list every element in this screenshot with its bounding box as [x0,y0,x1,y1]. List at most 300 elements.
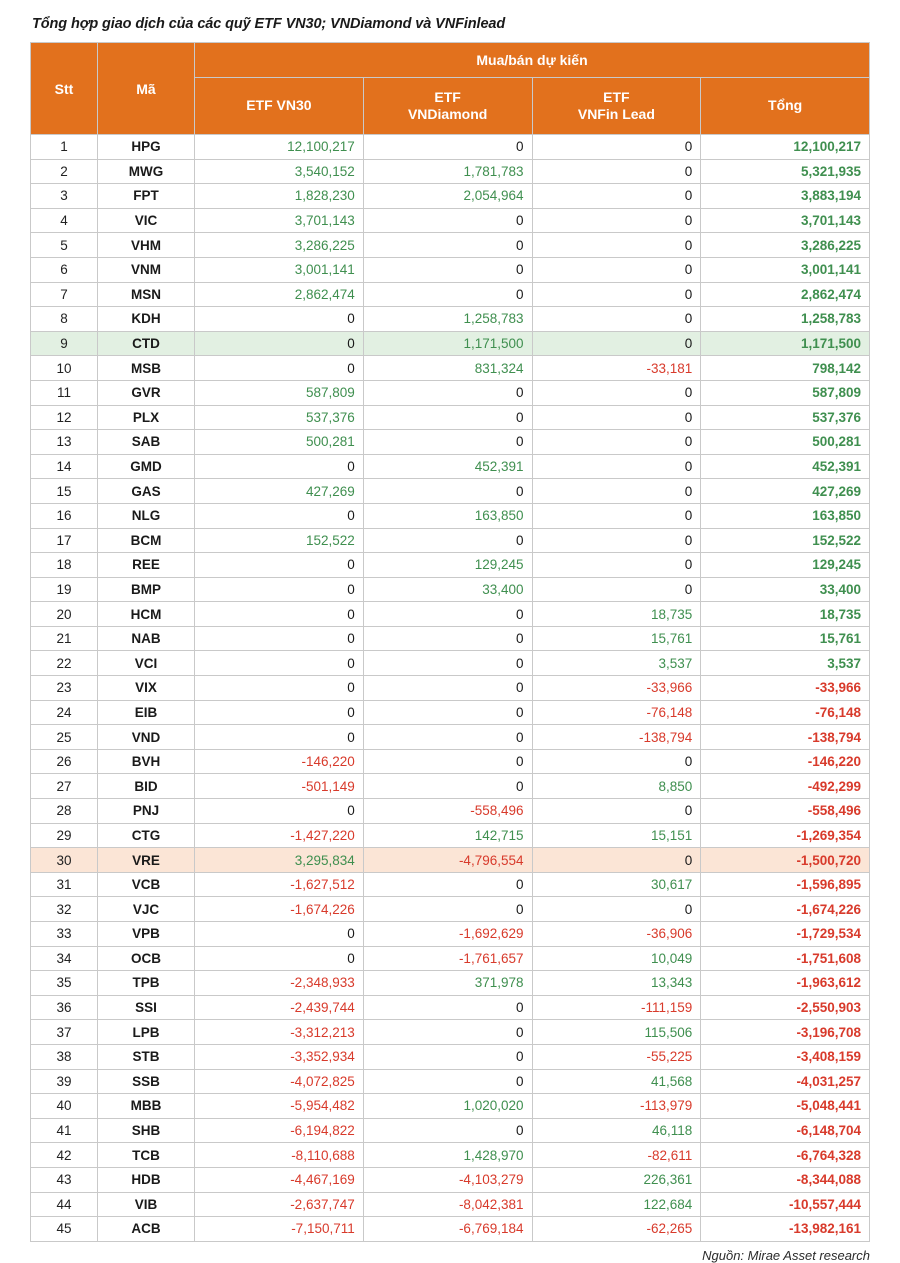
cell-total: 587,809 [701,380,870,405]
cell-etf-vn30: 1,828,230 [195,184,364,209]
cell-etf-vndiamond: 0 [363,995,532,1020]
cell-total: 3,537 [701,651,870,676]
cell-total: 1,258,783 [701,307,870,332]
cell-etf-vn30: 3,701,143 [195,208,364,233]
table-row [31,1044,870,1069]
cell-ticker: VCB [98,872,195,897]
cell-etf-vn30: 0 [195,626,364,651]
cell-ticker: NAB [98,626,195,651]
cell-stt: 38 [31,1044,98,1069]
cell-total: 163,850 [701,503,870,528]
cell-etf-vnfinlead: -111,159 [532,995,701,1020]
cell-stt: 33 [31,922,98,947]
cell-etf-vnfinlead: 18,735 [532,602,701,627]
header-etf-vnfinlead-line1: ETF [603,88,630,105]
cell-ticker: VIB [98,1192,195,1217]
table-row [31,823,870,848]
cell-etf-vn30: -5,954,482 [195,1094,364,1119]
cell-ticker: SSI [98,995,195,1020]
cell-stt: 5 [31,233,98,258]
cell-etf-vnfinlead: 226,361 [532,1167,701,1192]
table-row [31,725,870,750]
cell-total: 3,001,141 [701,257,870,282]
cell-ticker: PNJ [98,799,195,824]
cell-stt: 45 [31,1217,98,1242]
cell-etf-vnfinlead: 8,850 [532,774,701,799]
table-row [31,1167,870,1192]
table-row [31,1217,870,1242]
cell-etf-vnfinlead: 122,684 [532,1192,701,1217]
cell-etf-vndiamond: 0 [363,405,532,430]
cell-total: -1,751,608 [701,946,870,971]
cell-etf-vn30: 0 [195,676,364,701]
cell-etf-vndiamond: 0 [363,1118,532,1143]
cell-etf-vnfinlead: 0 [532,503,701,528]
table-row [31,1069,870,1094]
table-row [31,208,870,233]
cell-etf-vndiamond: 0 [363,897,532,922]
cell-ticker: GAS [98,479,195,504]
cell-etf-vn30: 0 [195,651,364,676]
cell-etf-vnfinlead: 0 [532,184,701,209]
table-row [31,454,870,479]
cell-ticker: TPB [98,971,195,996]
cell-total: 33,400 [701,577,870,602]
cell-etf-vnfinlead: -62,265 [532,1217,701,1242]
cell-etf-vndiamond: -1,692,629 [363,922,532,947]
cell-etf-vndiamond: 1,428,970 [363,1143,532,1168]
cell-etf-vnfinlead: -33,181 [532,356,701,381]
cell-stt: 27 [31,774,98,799]
cell-total: 15,761 [701,626,870,651]
cell-ticker: NLG [98,503,195,528]
cell-stt: 22 [31,651,98,676]
cell-etf-vnfinlead: 0 [532,257,701,282]
cell-etf-vn30: 0 [195,503,364,528]
table-row [31,257,870,282]
cell-etf-vn30: 0 [195,331,364,356]
cell-etf-vn30: 0 [195,577,364,602]
table-body [31,135,870,1242]
cell-ticker: BVH [98,749,195,774]
cell-etf-vn30: -3,352,934 [195,1044,364,1069]
cell-stt: 6 [31,257,98,282]
cell-stt: 35 [31,971,98,996]
cell-stt: 13 [31,430,98,455]
header-etf-vndiamond-line1: ETF [434,88,461,105]
table-row [31,577,870,602]
cell-etf-vn30: 0 [195,602,364,627]
header-etf-vnfinlead-line2: VNFin Lead [577,106,655,122]
cell-etf-vnfinlead: -82,611 [532,1143,701,1168]
cell-total: -146,220 [701,749,870,774]
table-row [31,405,870,430]
cell-ticker: HDB [98,1167,195,1192]
cell-etf-vn30: 0 [195,553,364,578]
cell-ticker: VHM [98,233,195,258]
cell-stt: 4 [31,208,98,233]
table-row [31,848,870,873]
cell-stt: 16 [31,503,98,528]
cell-etf-vndiamond: 0 [363,602,532,627]
cell-etf-vn30: 0 [195,454,364,479]
table-row [31,946,870,971]
cell-etf-vnfinlead: 0 [532,799,701,824]
cell-etf-vndiamond: 371,978 [363,971,532,996]
cell-total: 3,883,194 [701,184,870,209]
cell-ticker: VPB [98,922,195,947]
cell-total: 452,391 [701,454,870,479]
cell-ticker: VND [98,725,195,750]
cell-etf-vnfinlead: -76,148 [532,700,701,725]
cell-ticker: FPT [98,184,195,209]
cell-stt: 37 [31,1020,98,1045]
page-title: Tổng hợp giao dịch của các quỹ ETF VN30; VNDiamond và VNFinlead [32,16,506,32]
cell-stt: 3 [31,184,98,209]
cell-etf-vnfinlead: 0 [532,380,701,405]
cell-etf-vnfinlead: 0 [532,208,701,233]
cell-stt: 1 [31,135,98,160]
cell-stt: 30 [31,848,98,873]
cell-total: 2,862,474 [701,282,870,307]
cell-etf-vn30: -8,110,688 [195,1143,364,1168]
cell-etf-vndiamond: 0 [363,208,532,233]
cell-total: 427,269 [701,479,870,504]
cell-etf-vn30: 0 [195,922,364,947]
cell-ticker: HPG [98,135,195,160]
cell-ticker: SHB [98,1118,195,1143]
cell-etf-vndiamond: 2,054,964 [363,184,532,209]
table-row [31,282,870,307]
cell-etf-vndiamond: 0 [363,1044,532,1069]
cell-etf-vnfinlead: 115,506 [532,1020,701,1045]
cell-total: 129,245 [701,553,870,578]
cell-etf-vnfinlead: 0 [532,405,701,430]
cell-etf-vndiamond: 0 [363,1020,532,1045]
cell-etf-vndiamond: 1,258,783 [363,307,532,332]
cell-stt: 40 [31,1094,98,1119]
table-row [31,995,870,1020]
cell-stt: 23 [31,676,98,701]
cell-etf-vndiamond: 0 [363,135,532,160]
cell-etf-vn30: -1,674,226 [195,897,364,922]
cell-ticker: STB [98,1044,195,1069]
cell-etf-vnfinlead: -138,794 [532,725,701,750]
cell-stt: 32 [31,897,98,922]
cell-etf-vn30: 500,281 [195,430,364,455]
cell-total: -8,344,088 [701,1167,870,1192]
cell-etf-vn30: 0 [195,725,364,750]
cell-etf-vn30: -4,467,169 [195,1167,364,1192]
cell-total: -1,596,895 [701,872,870,897]
cell-ticker: HCM [98,602,195,627]
cell-etf-vn30: 3,001,141 [195,257,364,282]
cell-etf-vn30: 0 [195,799,364,824]
cell-total: -1,674,226 [701,897,870,922]
cell-etf-vndiamond: -558,496 [363,799,532,824]
cell-etf-vnfinlead: 0 [532,897,701,922]
cell-etf-vndiamond: 0 [363,700,532,725]
cell-etf-vndiamond: -6,769,184 [363,1217,532,1242]
cell-total: -1,500,720 [701,848,870,873]
table-row [31,430,870,455]
cell-etf-vnfinlead: 0 [532,848,701,873]
table-row [31,503,870,528]
cell-etf-vn30: -2,439,744 [195,995,364,1020]
cell-stt: 31 [31,872,98,897]
cell-ticker: BMP [98,577,195,602]
table-row [31,1192,870,1217]
cell-etf-vndiamond: 1,171,500 [363,331,532,356]
cell-etf-vn30: 2,862,474 [195,282,364,307]
table-row [31,700,870,725]
cell-etf-vnfinlead: 0 [532,159,701,184]
cell-stt: 28 [31,799,98,824]
table-row [31,356,870,381]
cell-total: -3,408,159 [701,1044,870,1069]
cell-etf-vndiamond: 163,850 [363,503,532,528]
cell-etf-vn30: -1,627,512 [195,872,364,897]
cell-etf-vn30: 3,286,225 [195,233,364,258]
table-row [31,553,870,578]
cell-total: 152,522 [701,528,870,553]
cell-ticker: BCM [98,528,195,553]
cell-total: 3,286,225 [701,233,870,258]
cell-etf-vnfinlead: 0 [532,307,701,332]
cell-etf-vnfinlead: 0 [532,430,701,455]
cell-etf-vn30: 0 [195,946,364,971]
cell-stt: 9 [31,331,98,356]
header-group-expected-trades: Mua/bán dự kiến [195,43,870,78]
cell-etf-vn30: -2,637,747 [195,1192,364,1217]
cell-etf-vn30: 0 [195,700,364,725]
table-row [31,528,870,553]
cell-ticker: VCI [98,651,195,676]
cell-ticker: VIX [98,676,195,701]
cell-total: -33,966 [701,676,870,701]
cell-stt: 41 [31,1118,98,1143]
cell-total: 798,142 [701,356,870,381]
table-row [31,1143,870,1168]
cell-etf-vn30: 12,100,217 [195,135,364,160]
cell-total: -76,148 [701,700,870,725]
cell-stt: 7 [31,282,98,307]
cell-etf-vn30: 3,540,152 [195,159,364,184]
cell-etf-vnfinlead: 10,049 [532,946,701,971]
cell-etf-vndiamond: 0 [363,725,532,750]
cell-total: -1,963,612 [701,971,870,996]
cell-total: -6,148,704 [701,1118,870,1143]
cell-ticker: ACB [98,1217,195,1242]
cell-ticker: OCB [98,946,195,971]
cell-total: -5,048,441 [701,1094,870,1119]
cell-etf-vnfinlead: -33,966 [532,676,701,701]
cell-etf-vnfinlead: 0 [532,331,701,356]
table-row [31,749,870,774]
table-row [31,676,870,701]
cell-etf-vndiamond: 0 [363,626,532,651]
header-etf-vndiamond-line2: VNDiamond [407,106,488,122]
header-etf-vndiamond [363,78,532,135]
cell-total: -558,496 [701,799,870,824]
cell-etf-vnfinlead: 3,537 [532,651,701,676]
cell-stt: 34 [31,946,98,971]
cell-etf-vndiamond: 0 [363,282,532,307]
cell-etf-vndiamond: -8,042,381 [363,1192,532,1217]
cell-ticker: BID [98,774,195,799]
cell-ticker: SAB [98,430,195,455]
table-row [31,602,870,627]
cell-etf-vndiamond: 0 [363,257,532,282]
cell-stt: 19 [31,577,98,602]
header-row-group [31,43,870,78]
cell-etf-vnfinlead: 30,617 [532,872,701,897]
cell-total: -13,982,161 [701,1217,870,1242]
cell-total: 12,100,217 [701,135,870,160]
cell-etf-vndiamond: -4,796,554 [363,848,532,873]
cell-total: 5,321,935 [701,159,870,184]
cell-etf-vndiamond: 0 [363,380,532,405]
cell-ticker: GVR [98,380,195,405]
cell-total: -10,557,444 [701,1192,870,1217]
cell-etf-vndiamond: 142,715 [363,823,532,848]
cell-ticker: MSB [98,356,195,381]
cell-etf-vndiamond: 129,245 [363,553,532,578]
cell-total: -1,729,534 [701,922,870,947]
cell-ticker: VNM [98,257,195,282]
table-row [31,1118,870,1143]
cell-etf-vndiamond: 831,324 [363,356,532,381]
cell-stt: 11 [31,380,98,405]
table-row [31,922,870,947]
cell-total: -2,550,903 [701,995,870,1020]
cell-etf-vnfinlead: 0 [532,282,701,307]
header-etf-vn30: ETF VN30 [195,78,364,135]
cell-ticker: PLX [98,405,195,430]
cell-etf-vndiamond: -1,761,657 [363,946,532,971]
cell-total: -6,764,328 [701,1143,870,1168]
header-ma: Mã [98,43,195,135]
table-row [31,872,870,897]
cell-etf-vndiamond: 0 [363,872,532,897]
table-row [31,971,870,996]
cell-etf-vnfinlead: 0 [532,454,701,479]
table-row [31,135,870,160]
cell-stt: 14 [31,454,98,479]
cell-stt: 26 [31,749,98,774]
cell-total: 537,376 [701,405,870,430]
cell-stt: 8 [31,307,98,332]
table-row [31,380,870,405]
cell-etf-vn30: 427,269 [195,479,364,504]
cell-etf-vn30: 587,809 [195,380,364,405]
cell-etf-vnfinlead: 15,761 [532,626,701,651]
cell-etf-vn30: 537,376 [195,405,364,430]
table-row [31,897,870,922]
cell-ticker: KDH [98,307,195,332]
cell-etf-vnfinlead: 15,151 [532,823,701,848]
cell-stt: 10 [31,356,98,381]
table-row [31,307,870,332]
cell-etf-vn30: -4,072,825 [195,1069,364,1094]
table-row [31,799,870,824]
cell-etf-vn30: -7,150,711 [195,1217,364,1242]
table-row [31,159,870,184]
cell-etf-vnfinlead: -113,979 [532,1094,701,1119]
table-row [31,626,870,651]
cell-etf-vndiamond: -4,103,279 [363,1167,532,1192]
table-row [31,331,870,356]
cell-total: -4,031,257 [701,1069,870,1094]
cell-etf-vndiamond: 0 [363,479,532,504]
cell-etf-vnfinlead: 0 [532,577,701,602]
cell-stt: 24 [31,700,98,725]
cell-etf-vndiamond: 0 [363,528,532,553]
cell-etf-vn30: -6,194,822 [195,1118,364,1143]
header-stt: Stt [31,43,98,135]
cell-etf-vnfinlead: 0 [532,233,701,258]
cell-etf-vnfinlead: -55,225 [532,1044,701,1069]
table-row [31,1094,870,1119]
cell-etf-vndiamond: 0 [363,676,532,701]
cell-total: -3,196,708 [701,1020,870,1045]
cell-stt: 44 [31,1192,98,1217]
cell-ticker: LPB [98,1020,195,1045]
cell-etf-vn30: -3,312,213 [195,1020,364,1045]
header-etf-vnfinlead [532,78,701,135]
cell-etf-vnfinlead: 13,343 [532,971,701,996]
cell-ticker: TCB [98,1143,195,1168]
cell-stt: 12 [31,405,98,430]
cell-ticker: VIC [98,208,195,233]
cell-ticker: VRE [98,848,195,873]
cell-stt: 29 [31,823,98,848]
cell-total: -1,269,354 [701,823,870,848]
table-row [31,651,870,676]
cell-etf-vndiamond: 0 [363,749,532,774]
header-total: Tổng [701,78,870,135]
cell-etf-vndiamond: 0 [363,1069,532,1094]
table-row [31,184,870,209]
cell-etf-vnfinlead: 0 [532,749,701,774]
cell-ticker: REE [98,553,195,578]
cell-stt: 20 [31,602,98,627]
cell-ticker: GMD [98,454,195,479]
cell-stt: 2 [31,159,98,184]
cell-total: -138,794 [701,725,870,750]
cell-etf-vn30: -2,348,933 [195,971,364,996]
cell-etf-vn30: 152,522 [195,528,364,553]
source-note: Nguồn: Mirae Asset research [702,1247,870,1263]
cell-etf-vnfinlead: 41,568 [532,1069,701,1094]
cell-total: 500,281 [701,430,870,455]
cell-ticker: SSB [98,1069,195,1094]
cell-etf-vndiamond: 33,400 [363,577,532,602]
cell-ticker: CTD [98,331,195,356]
cell-etf-vndiamond: 0 [363,774,532,799]
cell-ticker: EIB [98,700,195,725]
table-row [31,1020,870,1045]
cell-etf-vnfinlead: -36,906 [532,922,701,947]
etf-flows-table [30,42,870,1242]
cell-ticker: MBB [98,1094,195,1119]
table-row [31,774,870,799]
cell-stt: 42 [31,1143,98,1168]
cell-etf-vn30: 0 [195,356,364,381]
cell-etf-vn30: -501,149 [195,774,364,799]
cell-etf-vn30: -146,220 [195,749,364,774]
cell-stt: 25 [31,725,98,750]
